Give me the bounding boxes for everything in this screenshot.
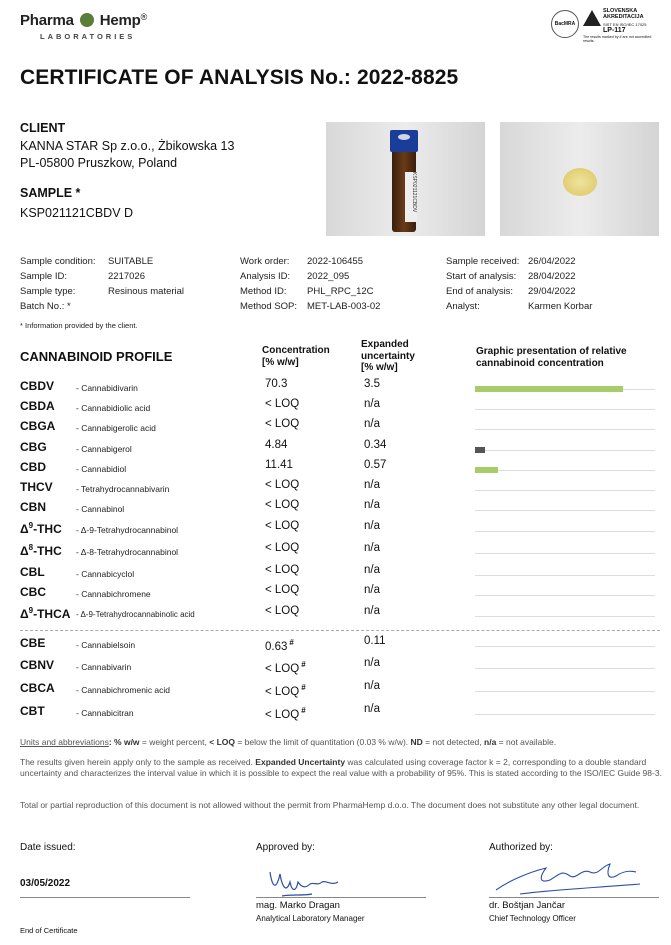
info-value: Karmen Korbar <box>528 301 593 312</box>
uncertainty-value: 0.11 <box>364 635 386 647</box>
accreditation-mark <box>583 8 663 48</box>
abbr-main: CBNV <box>20 658 55 672</box>
profile-title: CANNABINOID PROFILE <box>20 349 173 364</box>
info-key: Method SOP: <box>240 301 298 312</box>
abbr-main: Δ <box>20 544 29 558</box>
graph-row-line <box>475 510 655 511</box>
non-accredited-mark: # <box>301 683 306 692</box>
uncertainty-value: n/a <box>364 479 380 491</box>
concentration-text: < LOQ <box>265 542 300 554</box>
cannabinoid-abbr <box>20 399 55 413</box>
uncertainty-value: n/a <box>364 703 380 715</box>
concentration-text: < LOQ <box>265 605 300 617</box>
graph-row-line <box>475 470 655 471</box>
info-value: Resinous material <box>108 286 185 297</box>
uncertainty-value: n/a <box>364 499 380 511</box>
concentration-text: < LOQ <box>265 398 300 410</box>
cannabinoid-name: - Cannabivarin <box>76 662 132 672</box>
abbr-main: CBDA <box>20 399 55 413</box>
authorized-role: Chief Technology Officer <box>489 914 576 923</box>
accreditation-note: The results marked by # are not accredited results. <box>583 35 652 43</box>
abbr-main: THCV <box>20 480 53 494</box>
results-note <box>20 757 663 780</box>
approved-line <box>256 897 426 898</box>
abbr-main: CBE <box>20 636 46 650</box>
cannabinoid-abbr <box>20 440 47 454</box>
graph-row-line <box>475 646 655 647</box>
units-na: n/a <box>484 737 497 747</box>
cannabinoid-abbr <box>20 543 62 558</box>
cannabinoid-name: - Cannabidivarin <box>76 383 138 393</box>
concentration-value <box>265 564 299 576</box>
concentration-value <box>265 418 299 430</box>
concentration-value <box>265 584 299 596</box>
bacmra-badge-text: BacMRA <box>554 21 576 27</box>
cannabinoid-name: - Cannabichromene <box>76 589 151 599</box>
cannabinoid-abbr <box>20 658 54 672</box>
approved-signature <box>262 852 362 900</box>
graph-row-line <box>475 389 655 390</box>
concentration-value <box>265 638 294 653</box>
abbr-main: CBN <box>20 500 46 514</box>
page-title: CERTIFICATE OF ANALYSIS No.: 2022-8825 <box>20 66 459 89</box>
concentration-value <box>265 706 306 721</box>
units-na-def: = not available. <box>496 737 557 747</box>
approved-role: Analytical Laboratory Manager <box>256 914 365 923</box>
concentration-text: < LOQ <box>265 564 300 576</box>
date-issued-label: Date issued: <box>20 842 76 853</box>
uncertainty-value: n/a <box>364 564 380 576</box>
col-graph-line-2: cannabinoid concentration <box>476 357 604 369</box>
authorized-line <box>489 897 659 898</box>
uncertainty-value: n/a <box>364 584 380 596</box>
abbr-main: CBGA <box>20 419 56 433</box>
client-label: CLIENT <box>20 121 66 135</box>
info-value: 28/04/2022 <box>528 271 576 282</box>
info-key: Method ID: <box>240 286 287 297</box>
graph-row-line <box>475 616 655 617</box>
graph-row-line <box>475 575 655 576</box>
resin-sample-blob <box>563 168 597 196</box>
concentration-value <box>265 459 293 471</box>
cannabinoid-abbr <box>20 636 45 650</box>
cannabinoid-abbr <box>20 585 46 599</box>
accreditation-name: SLOVENSKA AKREDITACIJA <box>603 8 644 20</box>
concentration-bar <box>475 447 485 453</box>
graph-row-line <box>475 595 655 596</box>
units-note <box>20 737 660 748</box>
sample-label: SAMPLE * <box>20 186 81 200</box>
graph-row-line <box>475 553 655 554</box>
info-key: Sample condition: <box>20 256 96 267</box>
uncertainty-value: 3.5 <box>364 378 380 390</box>
uncertainty-value: n/a <box>364 657 380 669</box>
cannabinoid-abbr <box>20 419 55 433</box>
info-key: Batch No.: * <box>20 301 71 312</box>
company-logo <box>20 12 150 48</box>
results-note-c: was calculated using coverage factor k = 2, corresponding to a double standard uncertainty and characterizes the interval value in which it is possible to expect the real value with a probability of 95%. This is stated according to the ISO/IEC Guide 98-3. <box>20 757 662 779</box>
graph-row-line <box>475 490 655 491</box>
concentration-text: 70.3 <box>265 378 288 390</box>
uncertainty-value: 0.57 <box>364 459 387 471</box>
uncertainty-value: n/a <box>364 680 380 692</box>
abbr-main: CBCA <box>20 681 55 695</box>
info-key: Sample ID: <box>20 271 67 282</box>
vial-label-text: KSP021121CBDV <box>411 172 417 213</box>
uncertainty-value: n/a <box>364 520 380 532</box>
results-note-b: Expanded Uncertainty <box>255 757 346 767</box>
cannabinoid-name: - Δ-9-Tetrahydrocannabinol <box>76 525 179 535</box>
concentration-text: < LOQ <box>265 708 300 721</box>
concentration-value <box>265 398 299 410</box>
abbr-suffix: -THCA <box>33 607 71 621</box>
info-value: 2217026 <box>108 271 145 282</box>
cannabinoid-name: - Cannabicitran <box>76 708 134 718</box>
date-issued-value: 03/05/2022 <box>20 878 71 889</box>
col-concentration-line-2: [% w/w] <box>262 356 299 368</box>
info-key: Start of analysis: <box>446 271 517 282</box>
cannabinoid-abbr <box>20 480 53 494</box>
concentration-text: 4.84 <box>265 439 288 451</box>
units-pww-def: = weight percent, <box>139 737 210 747</box>
units-pww: : % w/w <box>108 737 140 747</box>
concentration-text: 11.41 <box>265 459 293 471</box>
concentration-bar <box>475 386 623 392</box>
info-value: SUITABLE <box>108 256 154 267</box>
cannabinoid-abbr <box>20 681 55 695</box>
logo-registered: ® <box>140 12 148 22</box>
cannabinoid-abbr <box>20 606 70 621</box>
leaf-icon <box>80 13 94 27</box>
cannabinoid-name: - Cannabinol <box>76 504 125 514</box>
uncertainty-value: 0.34 <box>364 439 387 451</box>
sample-material-photo <box>500 122 659 236</box>
col-uncertainty-line-1: Expanded <box>361 339 409 350</box>
cannabinoid-name: - Tetrahydrocannabivarin <box>76 484 170 494</box>
logo-name: Pharma <box>20 12 74 29</box>
info-value: MET-LAB-003-02 <box>307 301 381 312</box>
non-accredited-mark: # <box>301 706 306 715</box>
abbr-main: CBC <box>20 585 46 599</box>
info-value: 2022_095 <box>307 271 350 282</box>
cannabinoid-name: - Cannabigerol <box>76 444 132 454</box>
uncertainty-value: n/a <box>364 398 380 410</box>
cannabinoid-abbr <box>20 460 46 474</box>
info-value: 29/04/2022 <box>528 286 576 297</box>
vial-label <box>405 172 417 222</box>
info-key: Sample type: <box>20 286 76 297</box>
authorized-signature <box>490 850 650 898</box>
concentration-value <box>265 683 306 698</box>
bacmra-badge <box>551 10 579 38</box>
uncertainty-value: n/a <box>364 418 380 430</box>
cannabinoid-name: - Cannabichromenic acid <box>76 685 171 695</box>
concentration-text: < LOQ <box>265 584 300 596</box>
concentration-bar <box>475 467 498 473</box>
concentration-value <box>265 479 299 491</box>
col-uncertainty-header <box>361 339 415 374</box>
col-graph-header <box>476 346 627 369</box>
cannabinoid-abbr <box>20 704 45 718</box>
units-label: Units and abbreviations <box>20 737 109 747</box>
cannabinoid-abbr <box>20 521 62 536</box>
concentration-value <box>265 542 299 554</box>
abbr-sup: 9 <box>28 521 34 530</box>
info-key: Sample received: <box>446 256 520 267</box>
cannabinoid-name: - Cannabielsoin <box>76 640 136 650</box>
cannabinoid-name: - Cannabicyclol <box>76 569 135 579</box>
logo-name-2: Hemp <box>99 12 141 29</box>
end-of-certificate: End of Certificate <box>20 926 78 935</box>
info-grid <box>20 256 660 316</box>
abbr-main: Δ <box>20 607 29 621</box>
graph-row-line <box>475 429 655 430</box>
results-note-a: The results given herein apply only to the sample as received. <box>20 757 256 767</box>
abbr-main: CBL <box>20 565 45 579</box>
info-value: PHL_RPC_12C <box>307 286 374 297</box>
concentration-text: < LOQ <box>265 418 300 430</box>
col-concentration-header <box>262 345 330 368</box>
non-accredited-mark: # <box>289 638 294 647</box>
accredited-separator <box>20 630 660 631</box>
cannabinoid-name: - Δ-9-Tetrahydrocannabinolic acid <box>76 610 195 619</box>
concentration-value <box>265 439 287 451</box>
logo-subtitle: LABORATORIES <box>40 32 136 41</box>
units-loq-def: = below the limit of quantitation (0.03 % w/w). <box>235 737 411 747</box>
concentration-text: < LOQ <box>265 662 300 675</box>
concentration-text: 0.63 <box>265 640 288 653</box>
units-loq: < LOQ <box>209 737 235 747</box>
reproduction-note: Total or partial reproduction of this document is not allowed without the permit from PharmaHemp d.o.o. The document does not substitute any other legal document. <box>20 800 640 810</box>
cannabinoid-abbr <box>20 500 46 514</box>
cannabinoid-name: - Δ-8-Tetrahydrocannabinol <box>76 547 179 557</box>
concentration-text: < LOQ <box>265 685 300 698</box>
abbr-main: CBDV <box>20 379 55 393</box>
col-graph-line-1: Graphic presentation of relative <box>476 346 627 357</box>
cannabinoid-abbr <box>20 565 45 579</box>
concentration-value <box>265 605 299 617</box>
client-info-note: * Information provided by the client. <box>20 321 138 330</box>
concentration-text: < LOQ <box>265 499 300 511</box>
accreditation-code: LP-117 <box>603 27 626 34</box>
authorized-name: dr. Boštjan Jančar <box>489 900 566 911</box>
uncertainty-value: n/a <box>364 542 380 554</box>
abbr-main: CBG <box>20 440 47 454</box>
cannabinoid-name: - Cannabidiol <box>76 464 127 474</box>
abbr-main: CBT <box>20 704 45 718</box>
info-key: Work order: <box>240 256 290 267</box>
col-uncertainty-line-3: [% w/w] <box>361 362 398 373</box>
non-accredited-mark: # <box>301 660 306 669</box>
abbr-main: Δ <box>20 522 29 536</box>
cannabinoid-abbr <box>20 379 54 393</box>
uncertainty-value: n/a <box>364 605 380 617</box>
graph-row-line <box>475 714 655 715</box>
abbr-suffix: -THC <box>33 522 62 536</box>
cannabinoid-name: - Cannabigerolic acid <box>76 423 156 433</box>
units-nd: ND <box>410 737 423 747</box>
approved-name: mag. Marko Dragan <box>256 900 340 911</box>
info-key: Analysis ID: <box>240 271 291 282</box>
abbr-suffix: -THC <box>33 544 62 558</box>
client-line-2: PL-05800 Pruszkow, Poland <box>20 156 178 170</box>
graph-row-line <box>475 409 655 410</box>
info-value: 26/04/2022 <box>528 256 576 267</box>
concentration-value <box>265 499 299 511</box>
abbr-main: CBD <box>20 460 46 474</box>
client-line-1: KANNA STAR Sp z.o.o., Żbikowska 13 <box>20 139 235 153</box>
info-key: Analyst: <box>446 301 480 312</box>
graph-row-line <box>475 531 655 532</box>
date-line <box>20 897 190 898</box>
graph-row-line <box>475 668 655 669</box>
concentration-value <box>265 660 306 675</box>
concentration-value <box>265 378 287 390</box>
col-uncertainty-line-2: uncertainty <box>361 350 415 362</box>
units-nd-def: = not detected, <box>422 737 485 747</box>
abbr-sup: 8 <box>28 543 34 552</box>
approved-by-label: Approved by: <box>256 842 315 853</box>
sample-vial-photo <box>326 122 485 236</box>
graph-row-line <box>475 691 655 692</box>
info-key: End of analysis: <box>446 286 514 297</box>
concentration-value <box>265 520 299 532</box>
sample-value: KSP021121CBDV D <box>20 206 134 220</box>
info-value: 2022-106455 <box>307 256 363 267</box>
cannabinoid-name: - Cannabidiolic acid <box>76 403 151 413</box>
col-concentration-line-1: Concentration <box>262 345 330 356</box>
concentration-text: < LOQ <box>265 479 300 491</box>
accreditation-triangle-icon <box>583 10 601 26</box>
abbr-sup: 9 <box>28 606 34 615</box>
accreditation-standard: SIST EN ISO/IEC 17025 <box>603 22 647 27</box>
authorized-by-label: Authorized by: <box>489 842 553 853</box>
graph-row-line <box>475 450 655 451</box>
concentration-text: < LOQ <box>265 520 300 532</box>
